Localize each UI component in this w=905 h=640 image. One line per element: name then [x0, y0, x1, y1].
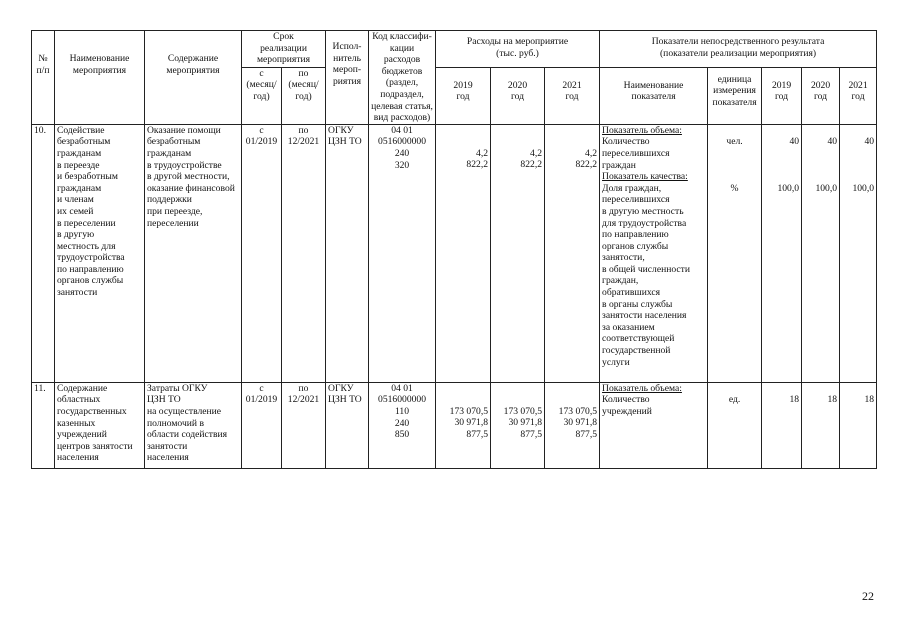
row-indicator-2020: 18 — [802, 382, 840, 468]
header-expense-2019: 2019 год — [436, 67, 491, 124]
header-expense-2020: 2020 год — [491, 67, 545, 124]
header-expense-2021: 2021 год — [545, 67, 600, 124]
header-period-to: по (месяц/ год) — [282, 67, 326, 124]
row-indicator-2021: 18 — [840, 382, 877, 468]
row-num: 10. — [32, 124, 55, 382]
header-code: Код классифи- кации расходов бюджетов (раздел, подраздел, целевая статья, вид расходов) — [369, 31, 436, 125]
row-indicator-names: Показатель объема: Количество учреждений — [600, 382, 708, 468]
row-codes: 04 01 0516000000 110 240 850 — [369, 382, 436, 468]
row-expense-2021: 173 070,5 30 971,8 877,5 — [545, 382, 600, 468]
row-codes: 04 01 0516000000 240 320 — [369, 124, 436, 382]
header-indicators: Показатели непосредственного результата (показатели реализации мероприятия) — [600, 31, 877, 68]
row-name: Содержание областных государственных казенных учреждений центров занятости населения — [55, 382, 145, 468]
row-indicator-units: чел. % — [708, 124, 762, 382]
row-period-to: по 12/2021 — [282, 382, 326, 468]
row-expense-2019: 173 070,5 30 971,8 877,5 — [436, 382, 491, 468]
row-period-from: с 01/2019 — [242, 124, 282, 382]
header-indicator-unit: единица измерения показателя — [708, 67, 762, 124]
row-executor: ОГКУ ЦЗН ТО — [326, 124, 369, 382]
program-table — [31, 30, 877, 469]
row-content: Затраты ОГКУ ЦЗН ТО на осуществление полномочий в области содействия занятости населения — [145, 382, 242, 468]
row-name: Содействие безработным гражданам в переезде и безработным гражданам и членам их семей в переселении в другую местность для трудоустройства по направлению органов службы занятости — [55, 124, 145, 382]
row-expense-2020: 4,2 822,2 — [491, 124, 545, 382]
row-indicator-2019: 18 — [762, 382, 802, 468]
header-expenses: Расходы на мероприятие (тыс. руб.) — [436, 31, 600, 68]
row-indicator-2021: 40 100,0 — [840, 124, 877, 382]
row-indicator-units: ед. — [708, 382, 762, 468]
header-period-from: с (месяц/ год) — [242, 67, 282, 124]
header-indicator-2019: 2019 год — [762, 67, 802, 124]
row-expense-2021: 4,2 822,2 — [545, 124, 600, 382]
table-row — [32, 124, 877, 382]
table-row — [32, 382, 877, 468]
page-number: 22 — [862, 589, 874, 603]
header-name: Наименование мероприятия — [55, 31, 145, 125]
header-indicator-name: Наименование показателя — [600, 67, 708, 124]
header-period: Срок реализации мероприятия — [242, 31, 326, 68]
row-period-to: по 12/2021 — [282, 124, 326, 382]
row-content: Оказание помощи безработным гражданам в трудоустройстве в другой местности, оказание финансовой поддержки при переезде, переселении — [145, 124, 242, 382]
row-indicator-names: Показатель объема: Количество переселившихся граждан Показатель качества: Доля граждан, переселившихся в другую местность для трудоустройства по направлению органов службы занятости, в общей численности граждан, обратившихся в органы службы занятости населения за оказанием соответствующей государственной услуги — [600, 124, 708, 382]
header-content: Содержание мероприятия — [145, 31, 242, 125]
row-indicator-2019: 40 100,0 — [762, 124, 802, 382]
row-num: 11. — [32, 382, 55, 468]
row-expense-2020: 173 070,5 30 971,8 877,5 — [491, 382, 545, 468]
row-indicator-2020: 40 100,0 — [802, 124, 840, 382]
header-num: № п/п — [32, 31, 55, 125]
header-executor: Испол- нитель мероп- риятия — [326, 31, 369, 125]
row-period-from: с 01/2019 — [242, 382, 282, 468]
header-indicator-2020: 2020 год — [802, 67, 840, 124]
header-indicator-2021: 2021 год — [840, 67, 877, 124]
row-executor: ОГКУ ЦЗН ТО — [326, 382, 369, 468]
row-expense-2019: 4,2 822,2 — [436, 124, 491, 382]
